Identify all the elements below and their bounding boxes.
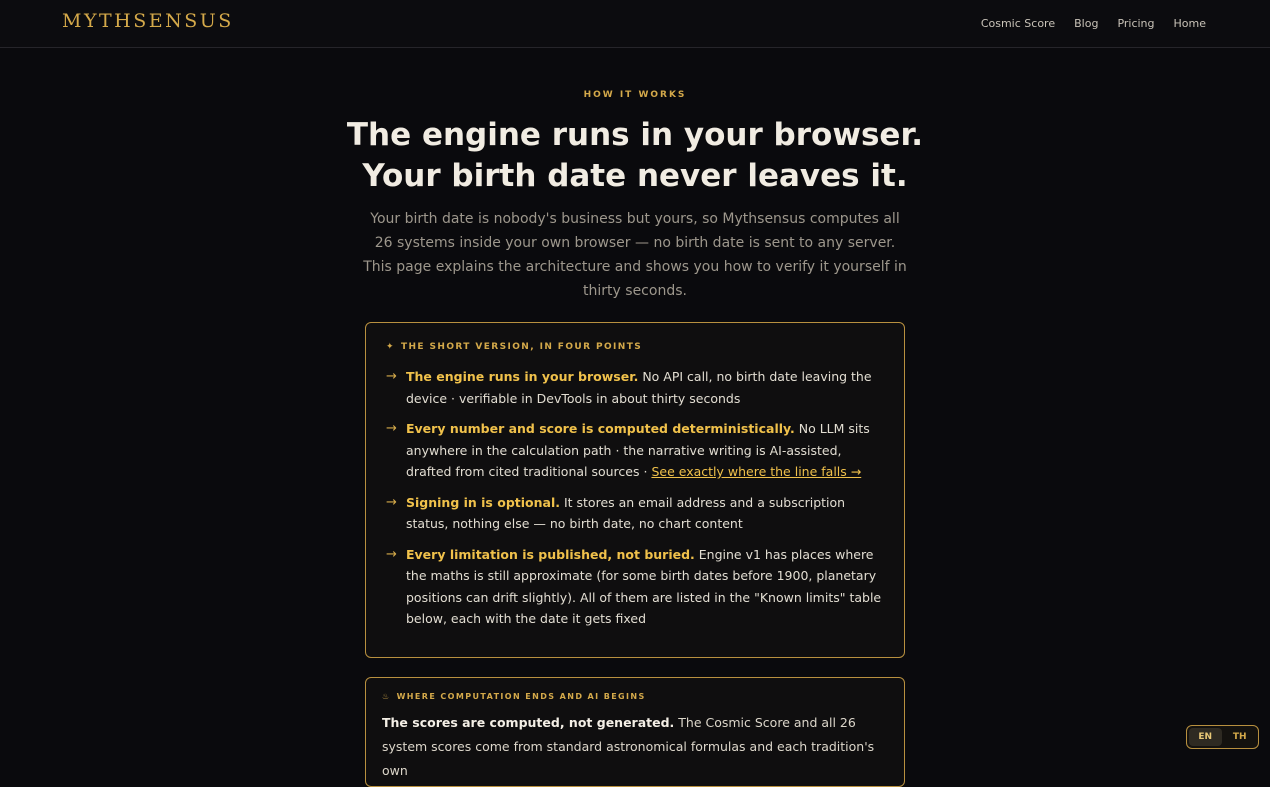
page-subtitle: Your birth date is nobody's business but yours, so Mythsensus computes all 26 systems inside your own browser — no birth date is sent to any server. This page explains the architecture and shows you how to verify it yourself in thirty seconds.: [363, 211, 907, 299]
nav-link-blog[interactable]: Blog: [1074, 17, 1099, 30]
arrow-right-icon: →: [386, 546, 397, 562]
point-text: [406, 544, 884, 630]
point-text: [406, 418, 884, 483]
point-body: No LLM sits anywhere in the calculation path · the narrative writing is AI-assisted, drafted from cited traditional sources ·: [406, 421, 870, 479]
point-text: [406, 492, 884, 535]
top-navigation-bar: [0, 0, 1270, 48]
list-item: [386, 418, 884, 483]
computation-text: [382, 711, 888, 783]
nav-link-home[interactable]: Home: [1173, 17, 1206, 30]
language-toggle: [1186, 725, 1259, 749]
arrow-right-icon: →: [386, 421, 397, 436]
language-option-th[interactable]: TH: [1232, 732, 1247, 742]
point-bold: Signing in is optional.: [406, 494, 560, 510]
nav-link-cosmic-score[interactable]: Cosmic Score: [980, 17, 1056, 30]
short-version-heading-text: THE SHORT VERSION, IN FOUR POINTS: [400, 342, 643, 352]
computation-body: The Cosmic Score and all 26 system scores come from standard astronomical formulas and each tradition's own: [382, 715, 875, 778]
section-eyebrow: HOW IT WORKS: [583, 90, 687, 100]
page-title: [335, 115, 935, 197]
short-version-card: [365, 322, 905, 658]
point-bold: Every number and score is computed deterministically.: [406, 421, 795, 436]
arrow-right-icon: →: [386, 369, 397, 384]
brand-logo[interactable]: MYTHSENSUS: [62, 10, 234, 32]
see-line-falls-link[interactable]: See exactly where the line falls →: [651, 464, 862, 479]
arrow-right-icon: →: [386, 494, 397, 510]
point-bold: The engine runs in your browser.: [406, 369, 639, 384]
language-option-en[interactable]: EN: [1189, 728, 1222, 746]
point-bold: Every limitation is published, not buried.: [406, 546, 695, 562]
short-version-heading: [386, 342, 884, 352]
flame-icon: ♨: [382, 692, 391, 701]
point-body: It stores an email address and a subscription status, nothing else — no birth date, no chart content: [406, 494, 846, 531]
computation-heading: [382, 692, 888, 701]
point-text: [406, 366, 884, 409]
page-title-line-2: Your birth date never leaves it.: [362, 158, 908, 194]
computation-card: [365, 677, 905, 787]
main-nav: [981, 17, 1206, 30]
list-item: [386, 492, 884, 535]
page-title-line-1: The engine runs in your browser.: [346, 117, 924, 153]
nav-link-pricing[interactable]: Pricing: [1117, 17, 1155, 30]
list-item: [386, 544, 884, 630]
computation-bold: The scores are computed, not generated.: [382, 715, 675, 730]
point-body: Engine v1 has places where the maths is still approximate (for some birth dates before 1900, planetary positions can drift slightly). All of them are listed in the "Known limits" table below, each with the date it gets fixed: [406, 546, 882, 626]
list-item: [386, 366, 884, 409]
sparkle-icon: ✦: [386, 342, 395, 352]
computation-heading-text: WHERE COMPUTATION ENDS AND AI BEGINS: [396, 692, 646, 701]
point-body: No API call, no birth date leaving the device · verifiable in DevTools in about thirty seconds: [406, 369, 872, 406]
